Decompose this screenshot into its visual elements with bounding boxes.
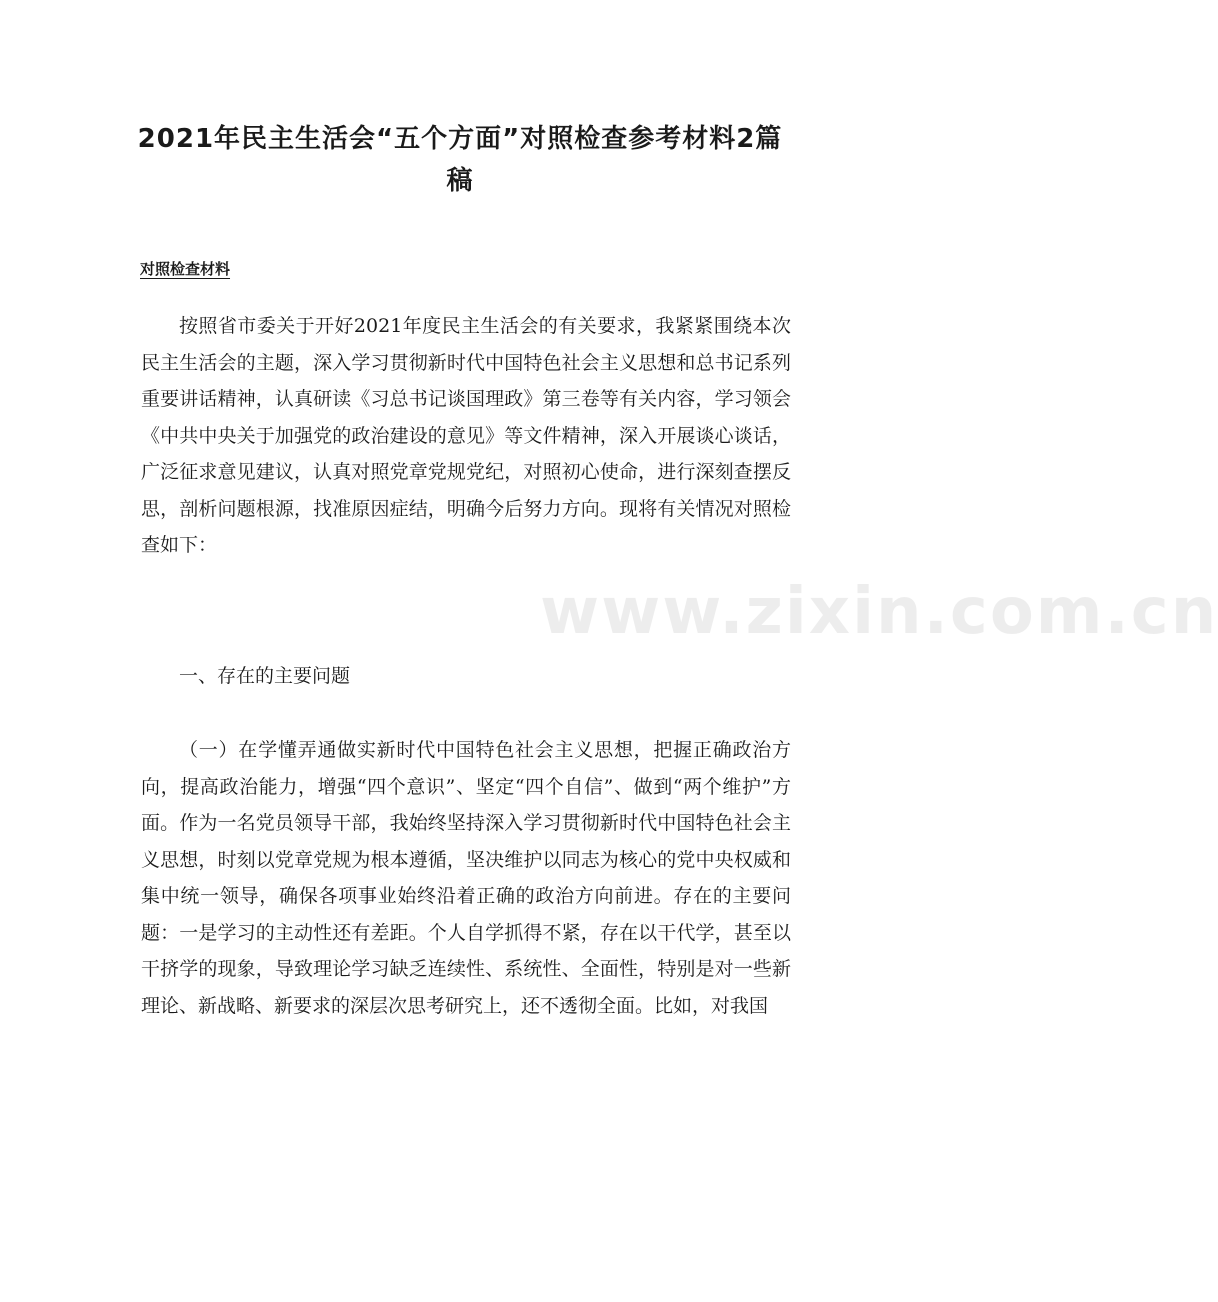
watermark: www.zixin.com.cn: [540, 575, 1218, 649]
paragraph-intro: 按照省市委关于开好2021年度民主生活会的有关要求，我紧紧围绕本次民主生活会的主题，深入学习贯彻新时代中国特色社会主义思想和总书记系列重要讲话精神，认真研读《习总书记谈国理政》第三卷等有关内容，学习领会《中共中央关于加强党的政治建设的意见》等文件精神，深入开展谈心谈话，广泛征求意见建议，认真对照党章党规党纪，对照初心使命，进行深刻查摆反思，剖析问题根源，找准原因症结，明确今后努力方向。现将有关情况对照检查如下：: [141, 315, 791, 556]
paragraph-section-heading: 一、存在的主要问题: [179, 665, 351, 687]
document-title: 2021年民主生活会“五个方面”对照检查参考材料2篇稿: [137, 124, 783, 196]
paragraph-issue-one: （一）在学懂弄通做实新时代中国特色社会主义思想，把握正确政治方向，提高政治能力，增强“四个意识”、坚定“四个自信”、做到“两个维护”方面。作为一名党员领导干部，我始终坚持深入学习贯彻新时代中国特色社会主义思想，时刻以党章党规为根本遵循，坚决维护以同志为核心的党中央权威和集中统一领导，确保各项事业始终沿着正确的政治方向前进。存在的主要问题：一是学习的主动性还有差距。个人自学抓得不紧，存在以干代学，甚至以干挤学的现象，导致理论学习缺乏连续性、系统性、全面性，特别是对一些新理论、新战略、新要求的深层次思考研究上，还不透彻全面。比如，对我国: [141, 739, 791, 1017]
section-subheading: 对照检查材料: [140, 260, 231, 278]
